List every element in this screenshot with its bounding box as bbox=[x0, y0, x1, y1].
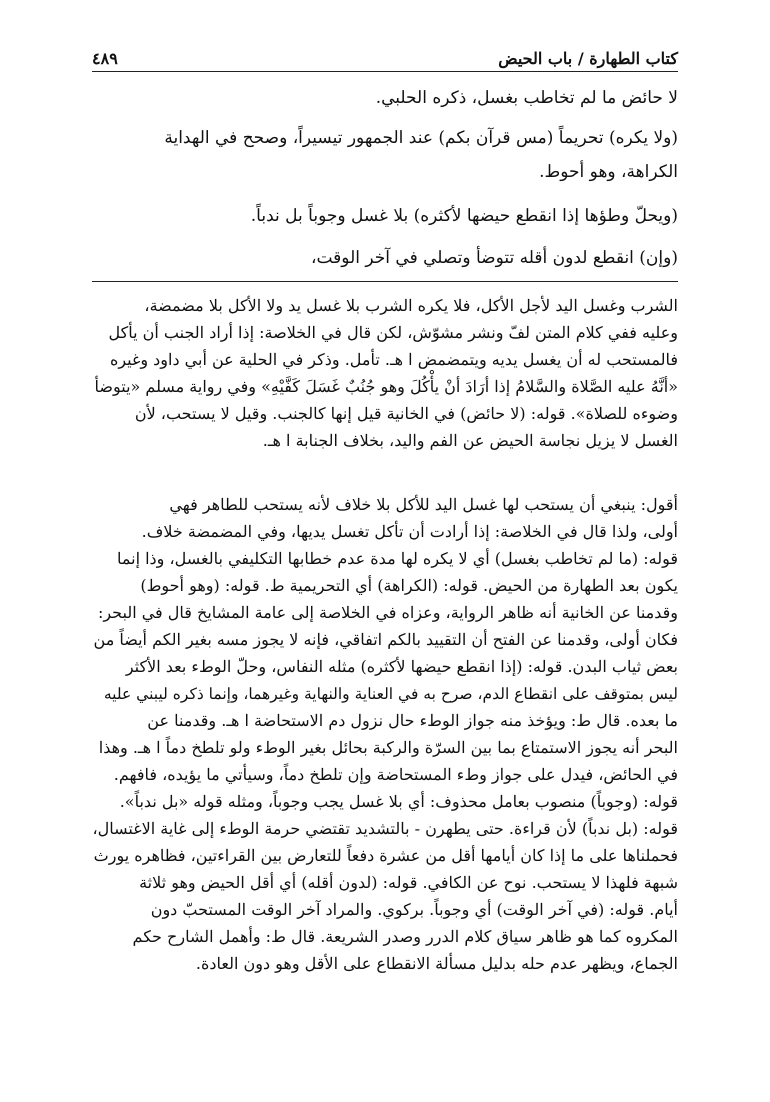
page-number: ٤٨٩ bbox=[92, 49, 118, 68]
running-title: كتاب الطهارة / باب الحيض bbox=[498, 49, 678, 68]
commentary-line: أولى، ولذا قال في الخلاصة: إذا أرادت أن تأكل تغسل يديها، وفي المضمضة خلاف. bbox=[141, 522, 678, 541]
commentary-line: وضوءه للصلاة». قوله: (لا حائض) في الخانية قيل إنها كالجنب. وقيل لا يستحب، لأن bbox=[134, 404, 678, 423]
commentary-line: وقدمنا عن الخانية أنه ظاهر الرواية، وعزاه في الخلاصة إلى عامة المشايخ قال في البحر: bbox=[97, 603, 678, 622]
commentary-line: قوله: (ما لم تخاطب بغسل) أي لا يكره لها مدة عدم خطابها التكليفي بالغسل، وذا إنما bbox=[116, 549, 678, 568]
commentary-line: فالمستحب له أن يغسل يديه ويتمضمض ا هـ. تأمل. وذكر في الحلية عن أبي داود وغيره bbox=[109, 350, 678, 369]
commentary-line: «أنَّهُ عليه الصَّلاة والسَّلامُ إذا أرَادَ أنْ يأْكُلَ وهو جُنُبٌ غَسَلَ كَفَّيْهِ» وفي رواية مسلم «يتوضأ bbox=[94, 377, 678, 396]
commentary-line: المكروه كما هو ظاهر سياق كلام الدرر وصدر الشريعة. قال ط: وأهمل الشارح حكم bbox=[132, 927, 678, 946]
commentary-line: في الحائض، فيدل على جواز وطء المستحاضة وإن تلطخ دماً، وسيأتي ما يؤيده، فافهم. bbox=[113, 765, 678, 784]
commentary-line: ليس بمتوقف على انقطاع الدم، صرح به في العناية والنهاية وغيرهما، وإنما ذكره ليبني عليه bbox=[103, 685, 678, 703]
commentary-line: أيام. قوله: (في آخر الوقت) أي وجوباً. بركوي. والمراد آخر الوقت المستحبّ دون bbox=[150, 900, 678, 919]
commentary-line: فحملناها على ما إذا كان أيامها أقل من عشرة دفعاً للتعارض بين القراءتين، فظاهره يورث bbox=[93, 846, 678, 865]
commentary-line: وعليه ففي كلام المتن لفّ ونشر مشوّش، لكن قال في الخلاصة: إذا أراد الجنب أن يأكل bbox=[108, 323, 678, 342]
commentary-line: فكان أولى، وقدمنا عن الفتح أن التقييد بالكم اتفاقي، فإنه لا يجوز مسه بغير الكم أيضاً من bbox=[93, 630, 678, 649]
commentary-line: أقول: ينبغي أن يستحب لها غسل اليد للأكل بلا خلاف لأنه يستحب للطاهر فهي bbox=[169, 495, 678, 514]
commentary-line: الجماع، ويظهر عدم حله بدليل مسألة الانقطاع على الأقل وهو دون العادة. bbox=[195, 954, 678, 973]
commentary-divider bbox=[92, 281, 678, 282]
main-line: (ويحلّ وطؤها إذا انقطع حيضها لأكثره) بلا غسل وجوباً بل ندباً. bbox=[250, 206, 678, 226]
commentary-line: شبهة فلهذا لا يستحب. نوح عن الكافي. قوله: (لدون أقله) أي أقل الحيض وهو ثلاثة bbox=[139, 873, 678, 892]
main-line: لا حائض ما لم تخاطب بغسل، ذكره الحلبي. bbox=[375, 88, 678, 108]
commentary-line: الشرب وغسل اليد لأجل الأكل، فلا يكره الشرب بلا غسل يد ولا الأكل بلا مضمضة، bbox=[144, 296, 678, 315]
commentary-line: البحر أنه يجوز الاستمتاع بما بين السرّة والركبة بحائل بغير الوطء ولو تلطخ دماً ا هـ. وهذا bbox=[98, 738, 678, 757]
commentary-line: قوله: (وجوباً) منصوب بعامل محذوف: أي بلا غسل يجب وجوباً، ومثله قوله «بل ندباً». bbox=[119, 792, 678, 811]
main-line: الكراهة، وهو أحوط. bbox=[539, 162, 678, 182]
header-rule bbox=[92, 71, 678, 72]
commentary-line: الغسل لا يزيل نجاسة الحيض عن الفم واليد، بخلاف الجنابة ا هـ. bbox=[262, 431, 678, 450]
main-line: (ولا يكره) تحريماً (مس قرآن بكم) عند الجمهور تيسيراً، وصحح في الهداية bbox=[164, 128, 678, 148]
commentary-line: يكون بعد الطهارة من الحيض. قوله: (الكراهة) أي التحريمية ط. قوله: (وهو أحوط) bbox=[140, 576, 678, 595]
main-line: (وإن) انقطع لدون أقله تتوضأ وتصلي في آخر الوقت، bbox=[311, 248, 678, 268]
commentary-line: ما بعده. قال ط: ويؤخذ منه جواز الوطء حال نزول دم الاستحاضة ا هـ. وقدمنا عن bbox=[147, 711, 678, 730]
commentary-line: قوله: (بل ندباً) لأن قراءة. حتى يطهرن - بالتشديد تقتضي حرمة الوطء إلى غاية الاغتسال، bbox=[92, 819, 678, 838]
page-header bbox=[92, 40, 678, 68]
commentary-line: بعض ثياب البدن. قوله: (إذا انقطع حيضها لأكثره) مثله النفاس، وحلّ الوطء بعد الأكثر bbox=[125, 657, 678, 676]
